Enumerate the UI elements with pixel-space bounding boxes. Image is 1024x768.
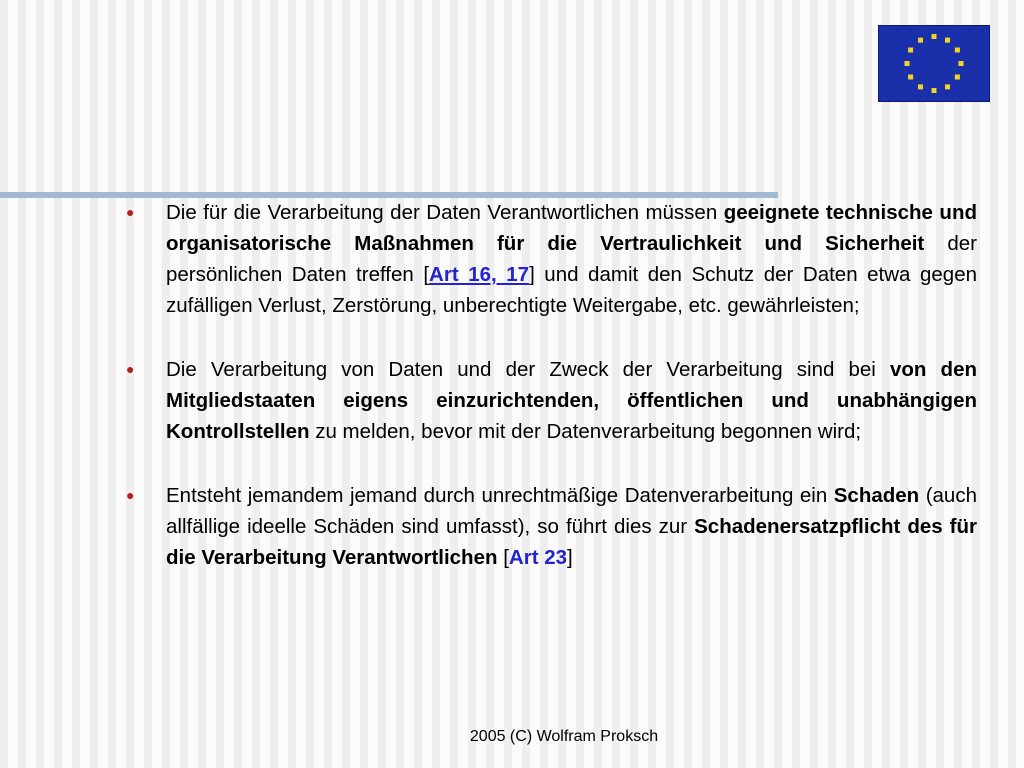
footer-copyright: 2005 (C) Wolfram Proksch <box>469 728 659 745</box>
flag-star <box>932 88 937 93</box>
flag-star <box>959 61 964 66</box>
bullet-dot-icon: ● <box>126 204 135 220</box>
flag-star <box>955 75 960 80</box>
flag-star <box>908 75 913 80</box>
bullet-text: (auch allfällige ideelle Schäden sind umfasst), so führt dies zur <box>166 484 977 538</box>
flag-star <box>945 38 950 43</box>
bullet-text: ] und damit den Schutz der Daten etwa gegen zufälligen Verlust, Zerstörung, unberechtigte Weitergabe, etc. gewährleisten; <box>166 263 977 317</box>
eu-flag-icon <box>878 25 990 102</box>
bullet-text: zu melden, bevor mit der Datenverarbeitung begonnen wird; <box>309 420 862 443</box>
flag-star <box>932 34 937 39</box>
article-reference-23: Art 23 <box>508 546 568 569</box>
bullet-text: Die für die Verarbeitung der Daten Verantwortlichen müssen <box>166 201 724 224</box>
bullet-bold-text: geeignete technische und organisatorische Maßnahmen für die Vertraulichkeit und Sicherheit <box>166 201 977 255</box>
bullet-text: der persönlichen Daten treffen [ <box>166 232 977 286</box>
bullet-item-data-security <box>122 197 977 321</box>
bullet-dot-icon: ● <box>126 361 135 377</box>
article-link-16-17[interactable]: Art 16, 17 <box>429 263 530 286</box>
bullet-dot-icon: ● <box>126 487 135 503</box>
bullet-bold-text: Schaden <box>833 484 920 507</box>
flag-star <box>908 48 913 53</box>
bullet-text: Die Verarbeitung von Daten und der Zweck der Verarbeitung sind bei <box>166 358 890 381</box>
flag-star <box>918 38 923 43</box>
flag-star <box>955 48 960 53</box>
flag-star <box>918 84 923 89</box>
bullet-bold-text: Schadenersatzpflicht des für die Verarbeitung Verantwortlichen <box>166 515 978 569</box>
flag-star <box>945 84 950 89</box>
bullet-list <box>122 197 977 573</box>
bullet-text: Entsteht jemandem jemand durch unrechtmäßige Datenverarbeitung ein <box>166 484 834 507</box>
bullet-text: [ <box>497 546 509 569</box>
bullet-bold-text: von den Mitgliedstaaten eigens einzurichtenden, öffentlichen und unabhängigen Kontrollstellen <box>166 358 977 443</box>
bullet-text: ] <box>567 546 573 569</box>
bullet-item-damages <box>122 480 977 573</box>
flag-star <box>905 61 910 66</box>
bullet-item-notification <box>122 354 977 447</box>
